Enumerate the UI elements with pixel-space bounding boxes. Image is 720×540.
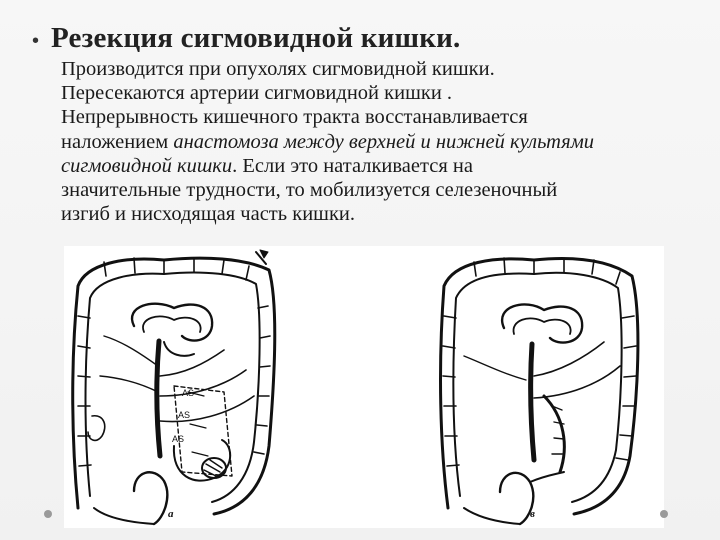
body-line-2: Пересекаются артерии сигмовидной кишки .: [61, 82, 453, 105]
colon-diagram-b: [441, 258, 638, 524]
body-line-4-italic: анастомоза между верхней и нижней культями: [173, 130, 595, 153]
figure-label-a: а: [168, 508, 174, 520]
body-line-5: [61, 154, 717, 178]
colon-drawings: [64, 246, 664, 528]
body-line-6: значительные трудности, то мобилизуется селезеночный: [61, 179, 558, 202]
body-line-4: [61, 130, 717, 154]
surgical-illustration: [64, 246, 664, 528]
body-line-5-normal: . Если это наталкивается на: [232, 154, 473, 177]
body-line-5-italic: сигмовидной кишки: [61, 154, 233, 177]
body-line-4-normal: наложением: [61, 130, 174, 153]
artery-label-1: AS: [182, 388, 195, 398]
body-paragraph: [61, 57, 717, 226]
body-line-3: Непрерывность кишечного тракта восстанавливается: [61, 106, 528, 129]
bullet-marker: •: [32, 30, 40, 52]
body-line-1: Производится при опухолях сигмовидной кишки.: [61, 58, 495, 80]
artery-label-3: AS: [172, 434, 185, 444]
nav-dot-right: [660, 510, 668, 518]
figure-label-b: в: [530, 508, 535, 520]
body-line-7: изгиб и нисходящая часть кишки.: [61, 203, 356, 226]
title-row: [32, 22, 461, 55]
slide-title: Резекция сигмовидной кишки.: [51, 22, 461, 54]
artery-label-2: AS: [178, 410, 191, 420]
nav-dot-left: [44, 510, 52, 518]
colon-diagram-a: [73, 250, 275, 524]
